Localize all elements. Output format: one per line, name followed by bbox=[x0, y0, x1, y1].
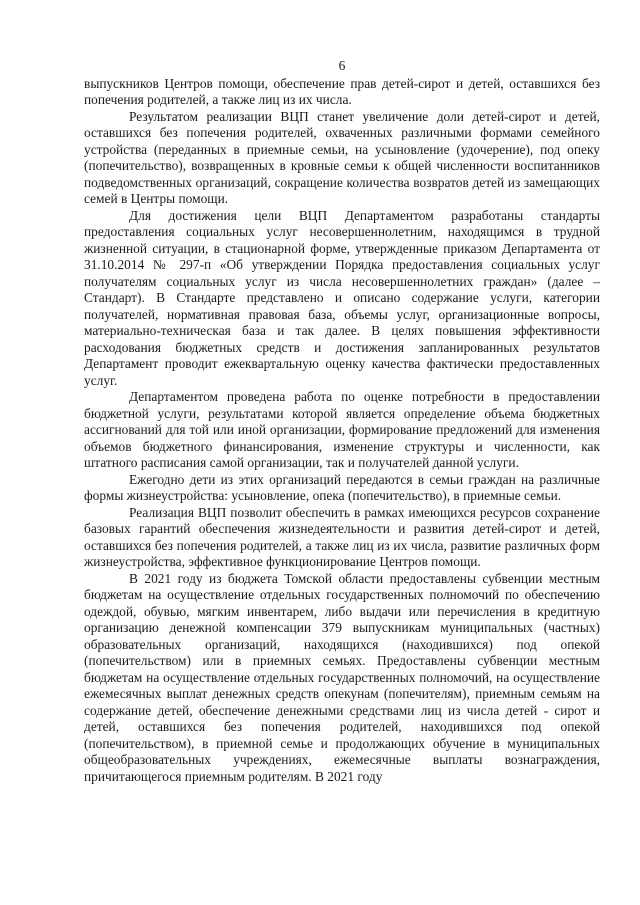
paragraph-guarantees: Реализация ВЦП позволит обеспечить в рамках имеющихся ресурсов сохранение базовых гарантий обеспечения жизнедеятельности и развития детей-сирот и детей, оставшихся без попечения родителей, а также лиц из их числа, развитие различных форм жизнеустройства, эффективное функционирование Центров помощи. bbox=[84, 504, 600, 569]
page-number: 6 bbox=[338, 58, 346, 73]
paragraph-subventions-2021: В 2021 году из бюджета Томской области предоставлены субвенции местным бюджетам на осуществление отдельных государственных полномочий по обеспечению одеждой, обувью, мягким инвентарем, либо выдачи или перечисления в кредитную организацию денежной компенсации 379 выпускникам муниципальных (частных) образовательных организаций, находящихся (находившихся) под опекой (попечительством) или в приемных семьях. Предоставлены субвенции местным бюджетам на осуществление отдельных государственных полномочий, на осуществление ежемесячных выплат денежных средств опекунам (попечителям), приемным семьям на содержание детей, обеспечение денежными средствами лиц из числа детей - сирот и детей, оставшихся без попечения родителей, находившихся под опекой (попечительством), в приемной семье и продолжающих обучение в муниципальных общеобразовательных учреждениях, ежемесячные выплаты вознаграждения, причитающегося приемным родителям. В 2021 году bbox=[84, 570, 600, 784]
paragraph-graduates: выпускников Центров помощи, обеспечение прав детей-сирот и детей, оставшихся без попечения родителей, а также лиц из их числа. bbox=[84, 75, 600, 107]
paragraph-family-placement: Ежегодно дети из этих организаций передаются в семьи граждан на различные формы жизнеустройства: усыновление, опека (попечительство), в приемные семьи. bbox=[84, 471, 600, 503]
document-body bbox=[84, 76, 600, 786]
paragraph-needs-assessment: Департаментом проведена работа по оценке потребности в предоставлении бюджетной услуги, результатами которой является определение объема бюджетных ассигнований для той или иной организации, формирование предложений для изменения объемов бюджетного финансирования, изменение структуры и численности, как штатного расписания самой организации, так и получателей данной услуги. bbox=[84, 389, 600, 470]
document-page bbox=[84, 58, 600, 785]
paragraph-standards: Для достижения цели ВЦП Департаментом разработаны стандарты предоставления социальных услуг несовершеннолетним, находящимся в трудной жизненной ситуации, в стационарной форме, утвержденные приказом Департамента от 31.10.2014 № 297-п «Об утверждении Порядка предоставления социальных услуг получателям социальных услуг из числа несовершеннолетних граждан» (далее – Стандарт). В Стандарте представлено и описано содержание услуги, категории получателей, нормативная правовая база, объемы услуг, организационные вопросы, материально-техническая база и так далее. В целях повышения эффективности расходования бюджетных средств и достижения запланированных результатов Департамент проводит ежеквартальную оценку качества фактически предоставленных услуг. bbox=[84, 207, 600, 388]
paragraph-results: Результатом реализации ВЦП станет увеличение доли детей-сирот и детей, оставшихся без попечения родителей, охваченных различными формами семейного устройства (переданных в приемные семьи, на усыновление (удочерение), под опеку (попечительство), возвращенных в кровные семьи к общей численности воспитанников подведомственных организаций, сокращение количества возвратов детей из замещающих семей в Центры помощи. bbox=[84, 108, 600, 206]
